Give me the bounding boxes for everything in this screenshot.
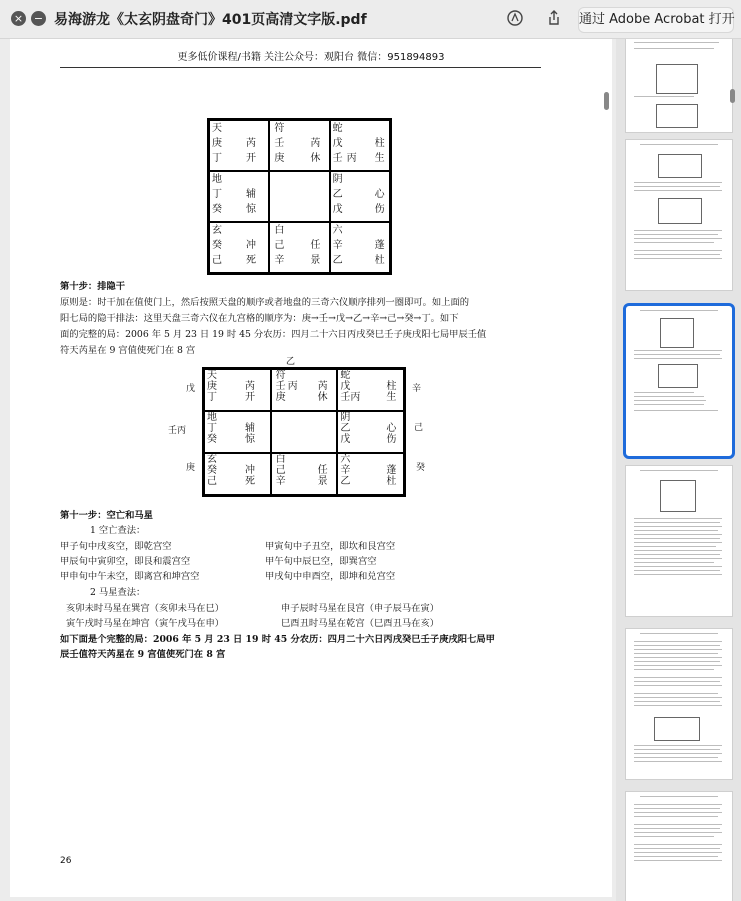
grid2-cell-6 [337,411,404,453]
grid1-cell-9 [330,222,390,273]
grid1-cell-1 [209,120,269,171]
final-para-line: 辰壬值符天芮星在 9 宫值使死门在 8 宫 [60,649,226,660]
maxing-rule: 亥卯未时马星在巽宫（亥卯未马在巳） [66,603,225,614]
cell-text: 戊 [340,434,351,445]
kongwang-rule: 甲午旬中辰巳空，即巽宫空 [265,556,377,567]
cell-text: 庚 [275,392,286,403]
open-in-acrobat-button[interactable]: 通过 Adobe Acrobat 打开 [578,7,734,33]
qimen-grid-1 [207,118,392,275]
cell-text: 辅 [246,189,256,200]
grid2-cell-8 [271,453,338,495]
grid2-label-right: 己 [414,423,424,433]
cell-text: 阴 [332,174,343,185]
kongwang-subtitle: 1 空亡查法： [90,525,146,536]
grid2-cell-2 [271,369,338,411]
cell-text: 丁 [207,392,217,403]
thumbnail-sidebar [616,39,741,901]
page-thumbnail-selected[interactable] [623,303,735,459]
cell-text: 戊 [340,381,351,392]
cell-text: 辛 [274,255,285,266]
minimize-icon[interactable]: − [31,11,46,26]
kongwang-rule: 甲辰旬中寅卯空，即艮和震宫空 [60,556,191,567]
grid2-label-top: 乙 [286,357,296,367]
cell-text: 丁 [207,423,217,434]
header-rule [60,67,541,68]
grid2-label-bottom-left: 庚 [186,463,196,473]
cell-text: 冲 [245,465,255,476]
cell-text: 玄 [212,225,222,236]
page-thumbnail[interactable] [625,139,733,291]
cell-text: 伤 [386,434,397,445]
sidebar-scrollbar[interactable] [730,89,735,103]
pdf-page [10,39,612,897]
cell-text: 乙 [332,255,343,266]
page-number: 26 [60,856,72,866]
kongwang-rule: 甲子旬中戌亥空，即乾宫空 [60,541,172,552]
step10-para-line: 原则是：时干加在值使门上，然后按照天盘的顺序或者地盘的三奇六仪顺序排列一圈即可。如上面的 [60,297,470,308]
cell-text: 丙 [287,381,298,392]
cell-text: 芮 [246,138,256,149]
cell-text: 芮 [245,381,255,392]
grid2-cell-3 [337,369,404,411]
cell-text: 符 [275,370,286,381]
grid1-cell-6 [330,171,390,222]
step10-para-line: 面的完整的局：2006 年 5 月 23 日 19 时 45 分农历：四月二十六日丙戌癸巳壬子庚戌阳七局甲辰壬值 [60,329,487,340]
cell-text: 开 [246,153,256,164]
cell-text: 休 [310,153,321,164]
grid2-label-bottom-right: 癸 [416,463,426,473]
cell-text: 生 [386,392,397,403]
page-thumbnail[interactable] [625,628,733,780]
main-scrollbar[interactable] [604,92,609,110]
cell-text: 己 [207,476,217,487]
cell-text: 蓬 [386,465,397,476]
cell-text: 辅 [245,423,255,434]
cell-text: 庚 [207,381,217,392]
grid2-label-left: 壬丙 [168,426,187,436]
kongwang-rule: 甲戌旬中申酉空，即坤和兑宫空 [265,571,396,582]
grid1-cell-2 [269,120,329,171]
cell-text: 白 [274,225,285,236]
cell-text: 惊 [245,434,255,445]
cell-text: 天 [212,123,222,134]
cell-text: 柱 [374,138,385,149]
cell-text: 癸 [207,465,217,476]
cell-text: 惊 [246,204,256,215]
cell-text: 戊 [332,204,343,215]
qimen-grid-2 [202,367,406,497]
cell-text: 庚 [212,138,222,149]
page-thumbnail[interactable] [625,39,733,133]
cell-text: 死 [245,476,255,487]
page-thumbnail[interactable] [625,791,733,901]
cell-text: 丁 [212,189,222,200]
cell-text: 地 [212,174,222,185]
cell-text: 休 [317,392,328,403]
cell-text: 芮 [317,381,328,392]
cell-text: 伤 [374,204,385,215]
maxing-subtitle: 2 马星查法： [90,587,146,598]
cell-text: 阴 [340,412,351,423]
cell-text: 地 [207,412,217,423]
cell-text: 乙 [340,476,351,487]
cell-text: 任 [317,465,328,476]
cell-text: 癸 [212,204,222,215]
cell-text: 任 [310,240,321,251]
grid1-cell-3 [330,120,390,171]
cell-text: 己 [275,465,286,476]
cell-text: 心 [374,189,385,200]
cell-text: 乙 [340,423,351,434]
cell-text: 乙 [332,189,343,200]
cell-text: 壬 [274,138,285,149]
kongwang-rule: 甲申旬中午未空，即离宫和坤宫空 [60,571,200,582]
cell-text: 景 [317,476,328,487]
cell-text: 心 [386,423,397,434]
step10-title: 第十步：排隐干 [60,281,126,292]
cell-text: 冲 [246,240,256,251]
cell-text: 符 [274,123,285,134]
cell-text: 庚 [274,153,285,164]
cell-text: 辛 [340,465,351,476]
step11-title: 第十一步：空亡和马星 [60,510,153,521]
grid2-cell-9 [337,453,404,495]
cell-text: 蛇 [340,370,351,381]
close-icon[interactable]: × [11,11,26,26]
grid2-cell-7 [204,453,271,495]
grid2-label-top-right: 辛 [412,384,422,394]
maxing-rule: 申子辰时马星在艮宫（申子辰马在寅） [281,603,440,614]
cell-text: 死 [246,255,256,266]
cell-text: 己 [274,240,285,251]
cell-text: 景 [310,255,321,266]
title-bar [0,0,741,39]
cell-text: 杜 [374,255,385,266]
maxing-rule: 寅午戌时马星在坤宫（寅午戌马在申） [66,618,225,629]
cell-text: 柱 [386,381,397,392]
grid2-label-top-left: 戊 [186,384,196,394]
step10-para-line: 符天芮星在 9 宫值使死门在 8 宫 [60,345,196,356]
cell-text: 蓬 [374,240,385,251]
cell-text: 蛇 [332,123,343,134]
markup-icon[interactable] [505,9,525,29]
cell-text: 壬 [275,381,286,392]
cell-text: 壬 [332,153,343,164]
cell-text: 生 [374,153,385,164]
cell-text: 己 [212,255,222,266]
grid1-cell-5 [269,171,329,222]
grid1-cell-4 [209,171,269,222]
cell-text: 天 [207,370,217,381]
cell-text: 戊 [332,138,343,149]
cell-text: 癸 [207,434,217,445]
window-title: 易海游龙《太玄阴盘奇门》401页高清文字版.pdf [54,12,367,28]
cell-text: 癸 [212,240,222,251]
cell-text: 开 [245,392,255,403]
cell-text: 辛 [275,476,286,487]
grid1-cell-8 [269,222,329,273]
cell-text: 白 [275,454,286,465]
cell-text: 丙 [346,153,357,164]
grid1-cell-7 [209,222,269,273]
grid2-cell-4 [204,411,271,453]
cell-text: 丁 [212,153,222,164]
cell-text: 芮 [310,138,321,149]
kongwang-rule: 甲寅旬中子丑空，即坎和艮宫空 [265,541,396,552]
share-icon[interactable] [544,9,564,29]
step10-para-line: 阳七局的隐干排法：这里天盘三奇六仪在九宫格的顺序为：庚→壬→戊→乙→辛→己→癸→丁。如下 [60,313,459,324]
cell-text: 壬丙 [340,392,361,403]
cell-text: 玄 [207,454,217,465]
grid2-cell-5 [271,411,338,453]
page-thumbnail[interactable] [625,465,733,617]
cell-text: 杜 [386,476,397,487]
cell-text: 六 [332,225,343,236]
final-para-line: 如下面是个完整的局：2006 年 5 月 23 日 19 时 45 分农历：四月二十六日丙戌癸巳壬子庚戌阳七局甲 [60,634,495,645]
cell-text: 六 [340,454,351,465]
cell-text: 辛 [332,240,343,251]
page-header: 更多低价课程/书籍 关注公众号：观阳台 微信：951894893 [177,52,445,63]
grid2-cell-1 [204,369,271,411]
maxing-rule: 巳酉丑时马星在乾宫（巳酉丑马在亥） [281,618,440,629]
